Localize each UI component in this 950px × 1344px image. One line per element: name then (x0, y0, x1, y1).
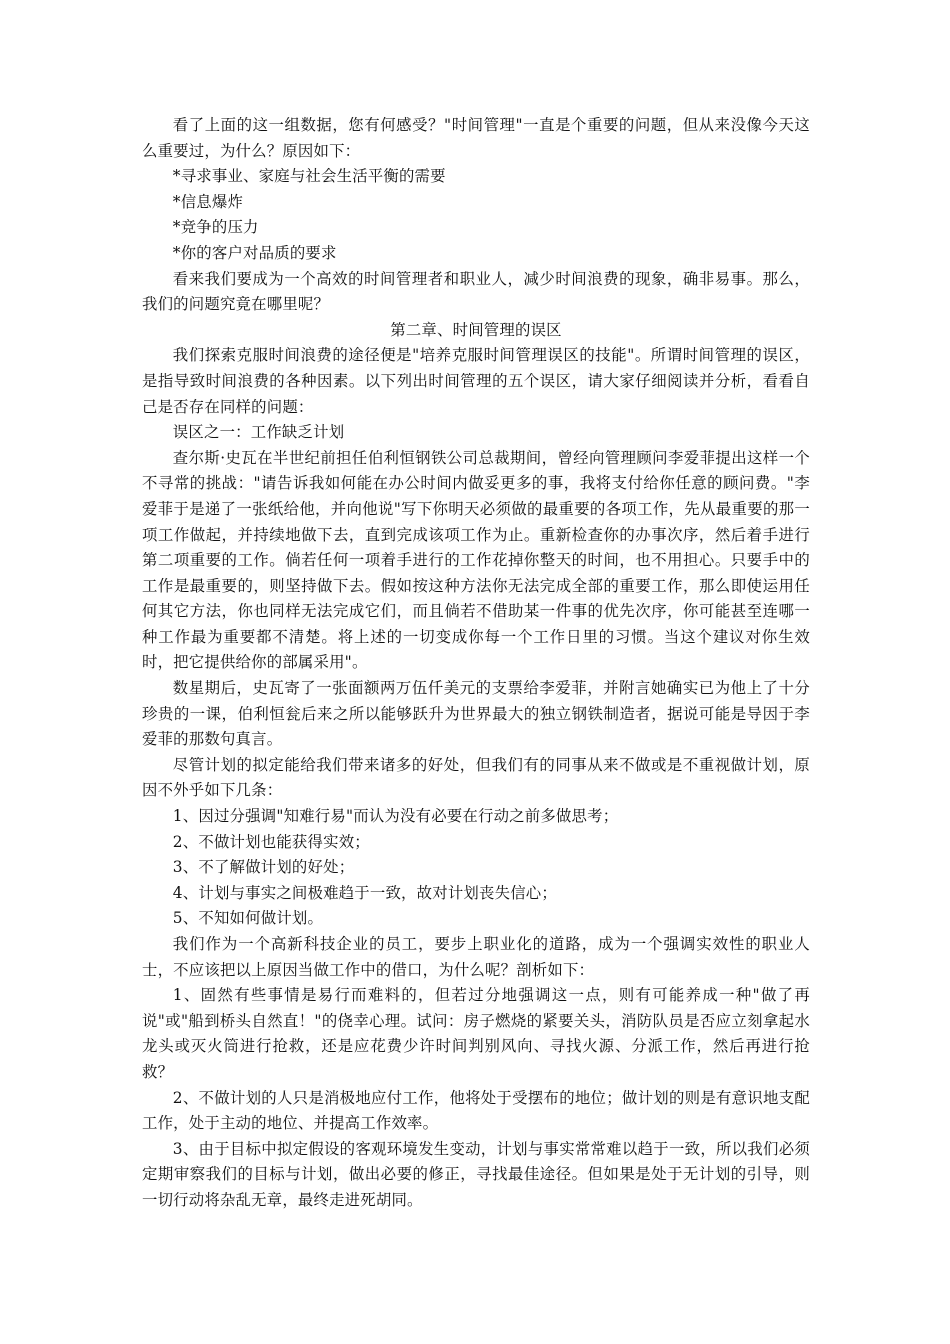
list-item-reason-2: 2、不做计划也能获得实效； (172, 832, 370, 851)
list-item-competition: *竞争的压力 (172, 218, 259, 237)
paragraph-analysis-2: 2、不做计划的人只是消极地应付工作，他将处于受摆布的地位；做计划的则是有意识地支配工作，处于主动的地位、并提高工作效率。 (142, 1088, 810, 1133)
list-item-reason-3: 3、不了解做计划的好处； (172, 858, 355, 877)
list-item-reason-4: 4、计划与事实之间极难趋于一致，故对计划丧失信心； (172, 883, 557, 902)
list-item-reason-5: 5、不知如何做计划。 (172, 909, 324, 928)
document-body (142, 113, 810, 1214)
paragraph-schwab-check: 数星期后，史瓦寄了一张面额两万伍仟美元的支票给李爱菲，并附言她确实已为他上了十分珍贵的一课，伯利恒瓮后来之所以能够跃升为世界最大的独立钢铁制造者，据说可能是导因于李爱菲的那数句真言。 (142, 679, 810, 749)
paragraph-analysis-1: 1、固然有些事情是易行而难料的，但若过分地强调这一点，则有可能养成一种"做了再说"或"船到桥头自然直！"的侥幸心理。试问：房子燃烧的紧要关头，消防队员是否应立刻拿起水龙头或灭火筒进行抢救，还是应花费少许时间判别风向、寻找火源、分派工作，然后再进行抢救？ (142, 986, 810, 1081)
paragraph-analysis-3: 3、由于目标中拟定假设的客观环境发生变动，计划与事实常常难以趋于一致，所以我们必须定期审察我们的目标与计划，做出必要的修正，寻找最佳途径。但如果是处于无计划的引导，则一切行动将杂乱无章，最终走进死胡同。 (142, 1139, 810, 1209)
paragraph-planning-reasons: 尽管计划的拟定能给我们带来诸多的好处，但我们有的同事从来不做或是不重视做计划，原因不外乎如下几条： (142, 755, 810, 800)
paragraph-schwab-story: 查尔斯·史瓦在半世纪前担任伯利恒钢铁公司总裁期间，曾经向管理顾问李爱菲提出这样一个不寻常的挑战："请告诉我如何能在办公时间内做妥更多的事，我将支付给你任意的顾问费。"李爱菲于是递了一张纸给他，并向他说"写下你明天必须做的最重要的各项工作，先从最重要的那一项工作做起，并持续地做下去，直到完成该项工作为止。重新检查你的办事次序，然后着手进行第二项重要的工作。倘若任何一项着手进行的工作花掉你整天的时间，也不用担心。只要手中的工作是最重要的，则坚持做下去。假如按这种方法你无法完成全部的重要工作，那么即使运用任何其它方法，你也同样无法完成它们，而且倘若不借助某一件事的优先次序，你可能甚至连哪一种工作最为重要都不清楚。将上述的一切变成你每一个工作日里的习惯。当这个建议对你生效时，把它提供给你的部属采用"。 (142, 448, 810, 672)
chapter-title: 第二章、时间管理的误区 (390, 320, 562, 339)
list-item-balance: *寻求事业、家庭与社会生活平衡的需要 (172, 167, 446, 186)
paragraph-question: 看来我们要成为一个高效的时间管理者和职业人，减少时间浪费的现象，确非易事。那么，我们的问题究竟在哪里呢？ (142, 269, 810, 314)
list-item-info-explosion: *信息爆炸 (172, 192, 244, 211)
list-item-quality: *你的客户对品质的要求 (172, 243, 337, 262)
section-heading-misconception-1: 误区之一：工作缺乏计划 (172, 423, 345, 442)
list-item-reason-1: 1、因过分强调"知难行易"而认为没有必要在行动之前多做思考； (172, 807, 619, 826)
paragraph-analysis-intro: 我们作为一个高新科技企业的员工，要步上职业化的道路，成为一个强调实效性的职业人士，不应该把以上原因当做工作中的借口，为什么呢？剖析如下： (142, 935, 810, 979)
paragraph-intro: 看了上面的这一组数据，您有何感受？"时间管理"一直是个重要的问题，但从来没像今天这么重要过，为什么？原因如下： (142, 116, 810, 160)
paragraph-misconceptions-intro: 我们探索克服时间浪费的途径便是"培养克服时间管理误区的技能"。所谓时间管理的误区，是指导致时间浪费的各种因素。以下列出时间管理的五个误区，请大家仔细阅读并分析，看看自己是否存在同样的问题： (142, 346, 810, 416)
